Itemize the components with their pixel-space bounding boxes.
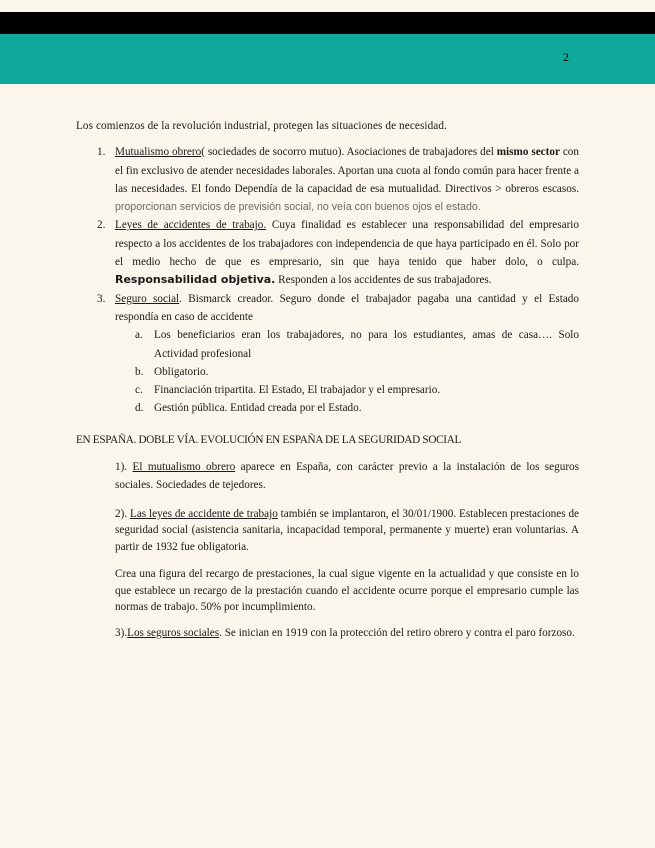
spain-paragraph-mutualismo: [115, 459, 579, 495]
para-title: El mutualismo obrero: [132, 461, 236, 474]
para-number: 2).: [115, 507, 130, 520]
spain-paragraph-seguros: [115, 625, 579, 643]
para-text: . Se inician en 1919 con la protección del retiro obrero y contra el paro forzoso.: [219, 626, 575, 639]
sub-text: Financiación tripartita. El Estado, El trabajador y el empresario.: [154, 384, 441, 397]
sub-item: [115, 363, 579, 381]
list-number: 1.: [97, 146, 106, 159]
page-number: 2: [563, 50, 569, 64]
para-text: aparece en España, con carácter previo a la instalación de los seguros sociales. Sociedades de tejedores.: [115, 461, 579, 491]
sub-text: Los beneficiarios eran los trabajadores, no para los estudiantes, amas de casa…. Solo Actividad profesional: [154, 329, 579, 360]
item-text: ( sociedades de socorro mutuo). Asociaciones de trabajadores del: [201, 146, 497, 159]
history-list: [76, 143, 579, 417]
sub-list: [115, 326, 579, 417]
sub-letter: d.: [135, 402, 144, 415]
item-text: con el fin exclusivo de atender necesidades laborales. Aportan una cuota al fondo común para hacer frente a las necesidades. El fondo Dependía de la capacidad de esa mutualidad. Directivos > obreros escasos.: [115, 146, 579, 195]
para-number: 3).: [115, 626, 128, 639]
item-title: Mutualismo obrero: [115, 146, 202, 159]
sub-item: [115, 381, 579, 399]
sub-text: Gestión pública. Entidad creada por el Estado.: [154, 402, 362, 415]
header-black-bar: [0, 12, 655, 34]
item-note: proporcionan servicios de previsión social, no veía con buenos ojos el estado.: [115, 201, 481, 214]
list-number: 2.: [97, 219, 106, 232]
item-bold: Responsabilidad objetiva.: [115, 273, 276, 287]
item-title: Seguro social: [115, 292, 180, 305]
sub-item: [115, 326, 579, 363]
para-title: Los seguros sociales: [127, 626, 220, 639]
item-text: . Bismarck creador. Seguro donde el trabajador pagaba una cantidad y el Estado respondía en caso de accidente: [115, 292, 579, 323]
spain-paragraph-recargo: Crea una figura del recargo de prestaciones, la cual sigue vigente en la actualidad y que consiste en lo que establece un recargo de la prestación cuando el accidente ocurre porque el empresario cumple las normas de trabajo. 50% por incumplimiento.: [115, 568, 579, 614]
sub-text: Obligatorio.: [154, 365, 209, 378]
header-teal-band: [0, 34, 655, 84]
item-text: Responden a los accidentes de sus trabajadores.: [275, 274, 492, 287]
section-heading: EN ESPAÑA. DOBLE VÍA. EVOLUCIÓN EN ESPAÑA DE LA SEGURIDAD SOCIAL: [76, 433, 462, 446]
list-item-seguro: [76, 290, 579, 418]
list-item-leyes: [76, 216, 579, 289]
intro-paragraph: Los comienzos de la revolución industrial, protegen las situaciones de necesidad.: [76, 120, 447, 132]
para-text: también se implantaron, el 30/01/1900. Establecen prestaciones de seguridad social (asistencia sanitaria, incapacidad temporal, permanente y muerte) eran voluntarias. A partir de 1932 fue obligatoria.: [115, 507, 579, 553]
item-bold: mismo sector: [496, 146, 560, 159]
para-title: Las leyes de accidente de trabajo: [129, 507, 278, 520]
item-text: Cuya finalidad es establecer una responsabilidad del empresario respecto a los accidentes de los trabajadores con independencia de que haya participado en él. Solo por el medio hecho de que es empresario, sin que haya tenido que haber dolo, o culpa.: [115, 219, 579, 269]
sub-item: [115, 399, 579, 417]
list-item-mutualismo: [76, 143, 579, 216]
document-body: [76, 117, 579, 651]
item-title: Leyes de accidentes de trabajo.: [115, 219, 267, 232]
sub-letter: a.: [135, 329, 143, 342]
list-number: 3.: [97, 292, 106, 305]
spain-paragraph-leyes: [115, 506, 579, 556]
para-number: 1).: [115, 461, 133, 474]
sub-letter: c.: [135, 384, 143, 397]
sub-letter: b.: [135, 365, 144, 378]
